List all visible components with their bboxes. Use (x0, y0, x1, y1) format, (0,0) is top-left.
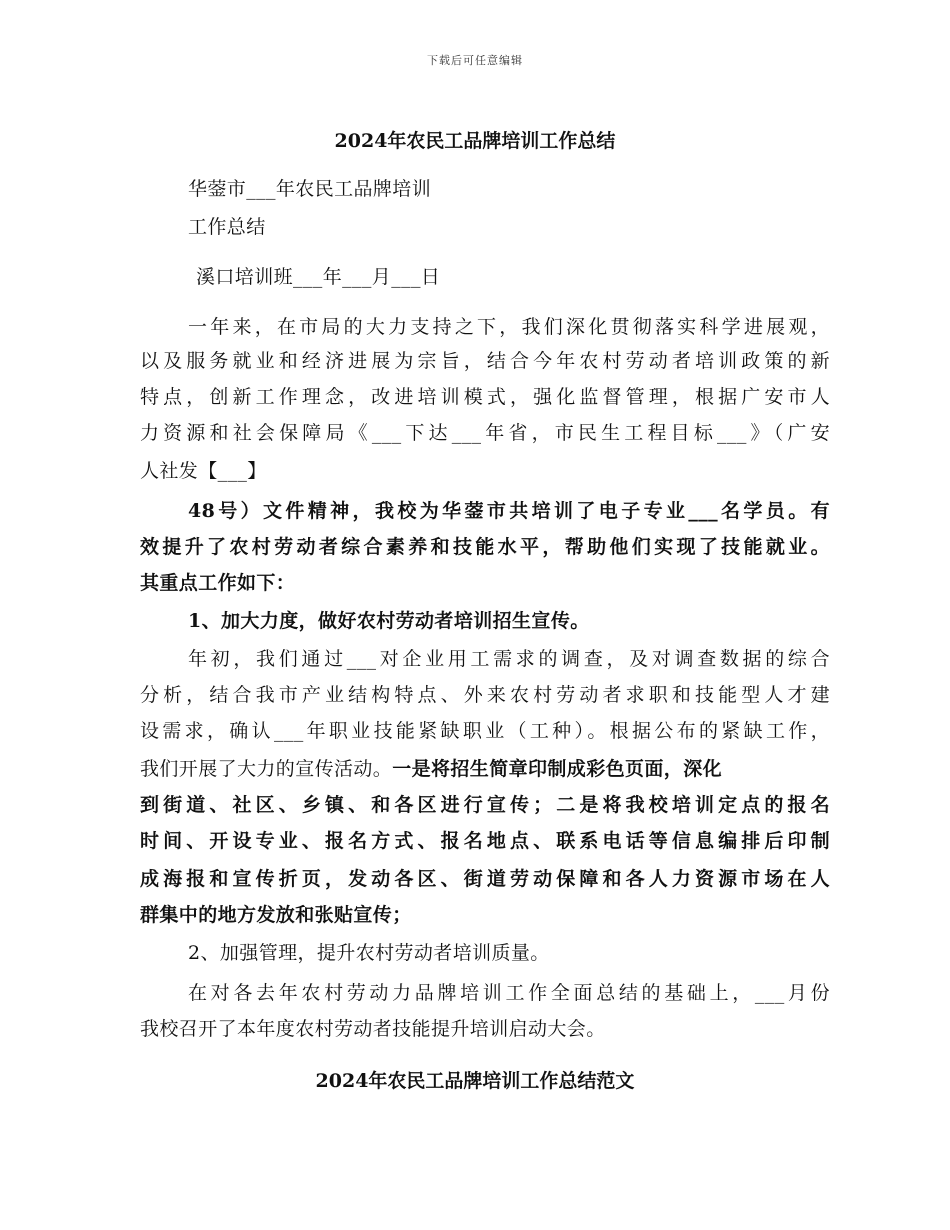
next-document-title: 2024年农民工品牌培训工作总结范文 (315, 1070, 635, 1092)
paragraph-line: 年初，我们通过___对企业用工需求的调查，及对调查数据的综合 (188, 648, 830, 670)
paragraph-line: 其重点工作如下： (140, 572, 296, 594)
section-heading: 2、加强管理，提升农村劳动者培训质量。 (188, 942, 550, 964)
paragraph-line: 效提升了农村劳动者综合素养和技能水平，帮助他们实现了技能就业。 (140, 536, 830, 558)
paragraph-line: 到街道、社区、乡镇、和各区进行宣传；二是将我校培训定点的报名 (140, 794, 830, 816)
paragraph-line: 在对各去年农村劳动力品牌培训工作全面总结的基础上，___月份 (188, 982, 830, 1004)
paragraph-line: 时间、开设专业、报名方式、报名地点、联系电话等信息编排后印制 (140, 830, 830, 852)
paragraph-line: 特点，创新工作理念，改进培训模式，强化监督管理，根据广安市人 (140, 386, 830, 408)
document-title: 2024年农民工品牌培训工作总结 (334, 130, 616, 152)
paragraph-line: 成海报和宣传折页，发动各区、街道劳动保障和各人力资源市场在人 (140, 868, 830, 890)
paragraph-line: 我校召开了本年度农村劳动者技能提升培训启动大会。 (140, 1018, 606, 1040)
subtitle-line: 华蓥市___年农民工品牌培训 (188, 178, 432, 200)
page-header: 下载后可任意编辑 (427, 54, 523, 67)
paragraph-line: 分析，结合我市产业结构特点、外来农村劳动者求职和技能型人才建 (140, 684, 830, 706)
paragraph-line: 设需求，确认___年职业技能紧缺职业（工种）。根据公布的紧缺工作， (140, 720, 830, 742)
paragraph-line: 以及服务就业和经济进展为宗旨，结合今年农村劳动者培训政策的新 (140, 350, 830, 372)
paragraph-line: 48号）文件精神，我校为华蓥市共培训了电子专业___名学员。有 (188, 500, 830, 522)
paragraph-text: 我们开展了大力的宣传活动。 (140, 758, 393, 780)
subtitle-line: 工作总结 (188, 216, 266, 238)
paragraph-text-bold: 一是将招生简章印制成彩色页面，深化 (392, 758, 723, 780)
paragraph-line: 力资源和社会保障局《___下达___年省，市民生工程目标___》（广安 (140, 422, 830, 444)
paragraph-line: 人社发【___】 (140, 460, 267, 482)
date-line: 溪口培训班___年___月___日 (196, 266, 441, 288)
paragraph-line: 群集中的地方发放和张贴宣传； (140, 904, 412, 926)
section-heading: 1、加大力度，做好农村劳动者培训招生宣传。 (188, 610, 590, 632)
paragraph-line (140, 754, 830, 781)
paragraph-line: 一年来，在市局的大力支持之下，我们深化贯彻落实科学进展观， (188, 316, 830, 338)
